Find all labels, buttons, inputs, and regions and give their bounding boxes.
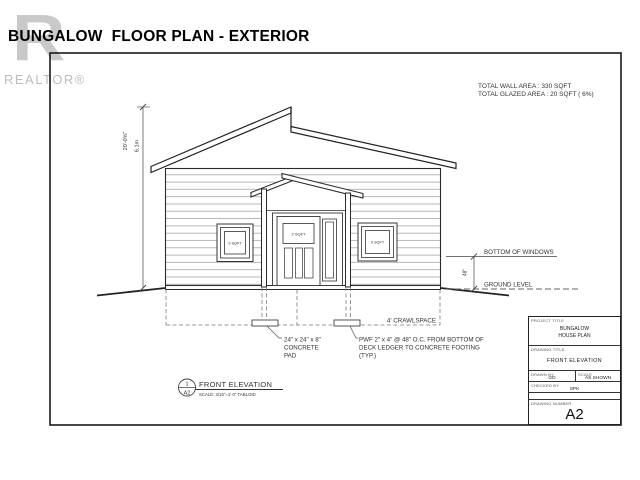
realtor-logo-icon: R <box>12 0 66 74</box>
title-block <box>528 316 621 425</box>
main-roof-left <box>151 107 291 173</box>
ground-line-left <box>97 288 166 296</box>
porch-post-left <box>262 189 267 287</box>
crawlspace-label: 4' CRAWLSPACE <box>387 317 436 325</box>
drawing-title-value: FRONT ELEVATION <box>547 358 602 364</box>
concrete-pad-right <box>334 320 360 326</box>
area-summary <box>478 83 594 98</box>
checked-by-value: SPK <box>569 387 580 392</box>
title-block-project <box>529 317 620 346</box>
bottom-of-windows-label: BOTTOM OF WINDOWS <box>484 249 554 256</box>
floor-band <box>166 286 441 290</box>
checked-by-label: CHECKED BY <box>531 383 560 388</box>
pwf-note-line3: (TYP.) <box>359 352 377 360</box>
total-wall-area: TOTAL WALL AREA : 330 SQFT <box>478 83 572 90</box>
project-title-line1: BUNGALOW <box>559 326 590 332</box>
view-number: 1 <box>185 381 189 388</box>
concrete-pad-left <box>252 320 278 326</box>
porch-post-right <box>346 193 351 287</box>
drawing-number-value: A2 <box>565 406 584 423</box>
right-window-label: 9 SQFT <box>370 240 385 245</box>
sill-dimension <box>471 254 477 293</box>
main-roof-right <box>291 127 456 169</box>
height-dimension <box>134 104 150 291</box>
pad-note-line1: 24" x 24" x 8" <box>284 336 321 344</box>
title-block-empty-row <box>529 393 620 400</box>
drawn-by-label: DRAWN BY <box>531 372 555 377</box>
view-name: FRONT ELEVATION <box>199 380 273 389</box>
scale-value: AS SHOWN <box>584 376 612 381</box>
pad-note-leader <box>267 326 282 338</box>
drawn-by-value: GD <box>548 376 556 381</box>
scale-label: SCALE <box>578 372 593 377</box>
page-title: BUNGALOW FLOOR PLAN - EXTERIOR <box>8 28 310 45</box>
door-glazing-label: 2 SQFT <box>291 231 306 237</box>
realtor-watermark-label: REALTOR® <box>4 72 86 87</box>
project-title-label: PROJECT TITLE <box>531 318 565 323</box>
left-window-label: 9 SQFT <box>228 241 242 246</box>
title-block-checked <box>529 382 620 393</box>
height-dimension-m: 6.1m <box>134 139 141 153</box>
title-block-drawing <box>529 346 620 371</box>
pwf-note-leader <box>350 326 358 338</box>
title-block-drawn-scale <box>529 371 620 382</box>
view-scale: SCALE: 3/16"=1'-0" TABLOID <box>199 392 256 397</box>
pwf-note-line2: DECK LEDGER TO CONCRETE FOOTING <box>359 344 480 352</box>
pad-note-line2: CONCRETE <box>284 344 319 352</box>
title-block-number <box>529 400 620 424</box>
pad-note-line3: PAD <box>284 352 297 360</box>
drawing-number-label: DRAWING NUMBER <box>531 401 572 406</box>
project-title-line2: HOUSE PLAN <box>558 332 591 339</box>
pwf-note-line1: PWF 2" x 4" @ 48" O.C. FROM BOTTOM OF <box>359 336 484 344</box>
sill-dimension-label: 48" <box>462 268 469 277</box>
drawing-title-label: DRAWING TITLE <box>531 347 565 352</box>
view-sheet-ref: A2 <box>183 390 191 397</box>
height-dimension-ft: 20'-0⅝" <box>123 131 129 151</box>
total-glazed-area: TOTAL GLAZED AREA : 20 SQFT ( 6%) <box>478 90 594 98</box>
entry-door <box>273 213 343 286</box>
ground-level-label: GROUND LEVEL <box>484 281 533 289</box>
